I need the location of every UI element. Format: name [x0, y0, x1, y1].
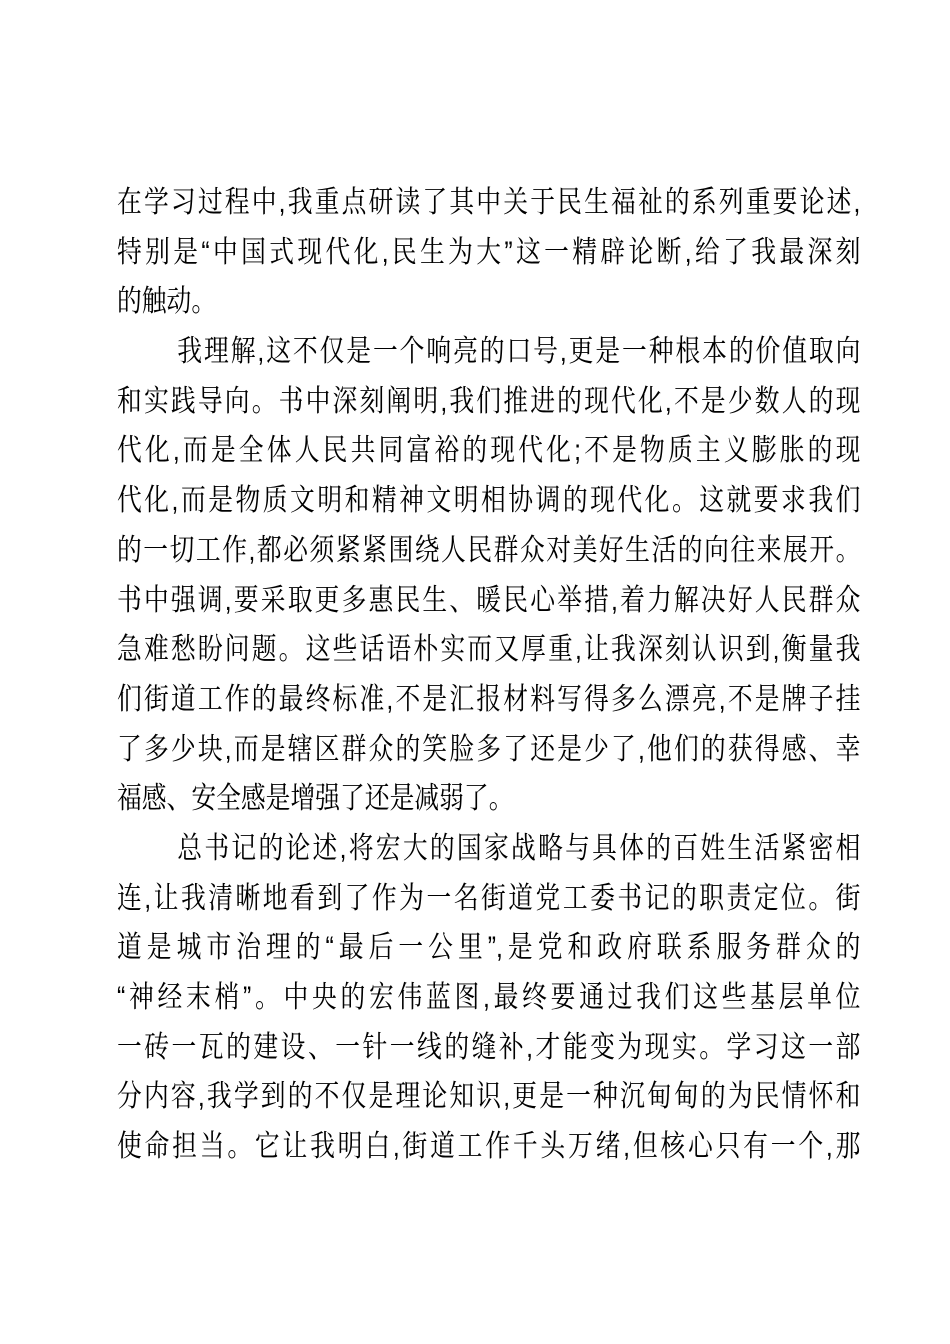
text-line: “神经末梢”。中央的宏伟蓝图,最终要通过我们这些基层单位 [117, 981, 861, 1014]
text-line: 在学习过程中,我重点研读了其中关于民生福祉的系列重要论述, [117, 186, 861, 219]
text-line: 我理解,这不仅是一个响亮的口号,更是一种根本的价值取向 [177, 335, 861, 369]
text-line: 总书记的论述,将宏大的国家战略与具体的百姓生活紧密相 [177, 831, 861, 865]
text-line: 连,让我清晰地看到了作为一名街道党工委书记的职责定位。街 [117, 881, 861, 915]
paragraph-3 [117, 824, 860, 1172]
paragraph-1 [117, 178, 860, 327]
text-line: 分内容,我学到的不仅是理论知识,更是一种沉甸甸的为民情怀和 [117, 1080, 861, 1114]
text-line: 们街道工作的最终标准,不是汇报材料写得多么漂亮,不是牌子挂 [117, 682, 861, 716]
text-line: 代化,而是物质文明和精神文明相协调的现代化。这就要求我们 [117, 484, 861, 518]
text-line: 道是城市治理的“最后一公里”,是党和政府联系服务群众的 [117, 931, 861, 965]
text-line: 的触动。 [117, 285, 217, 319]
text-line: 代化,而是全体人民共同富裕的现代化;不是物质主义膨胀的现 [117, 434, 861, 468]
paragraph-2 [117, 327, 860, 824]
text-line: 书中强调,要采取更多惠民生、暖民心举措,着力解决好人民群众 [117, 583, 861, 617]
text-line: 了多少块,而是辖区群众的笑脸多了还是少了,他们的获得感、幸 [117, 732, 861, 766]
text-line: 的一切工作,都必须紧紧围绕人民群众对美好生活的向往来展开。 [117, 533, 861, 567]
text-line: 一砖一瓦的建设、一针一线的缝补,才能变为现实。学习这一部 [117, 1030, 861, 1064]
text-line: 急难愁盼问题。这些话语朴实而又厚重,让我深刻认识到,衡量我 [117, 633, 861, 667]
text-line: 和实践导向。书中深刻阐明,我们推进的现代化,不是少数人的现 [117, 384, 861, 418]
text-line: 特别是“中国式现代化,民生为大”这一精辟论断,给了我最深刻 [117, 235, 861, 269]
text-line: 使命担当。它让我明白,街道工作千头万绪,但核心只有一个,那 [117, 1130, 861, 1164]
text-line: 福感、安全感是增强了还是减弱了。 [117, 782, 514, 816]
